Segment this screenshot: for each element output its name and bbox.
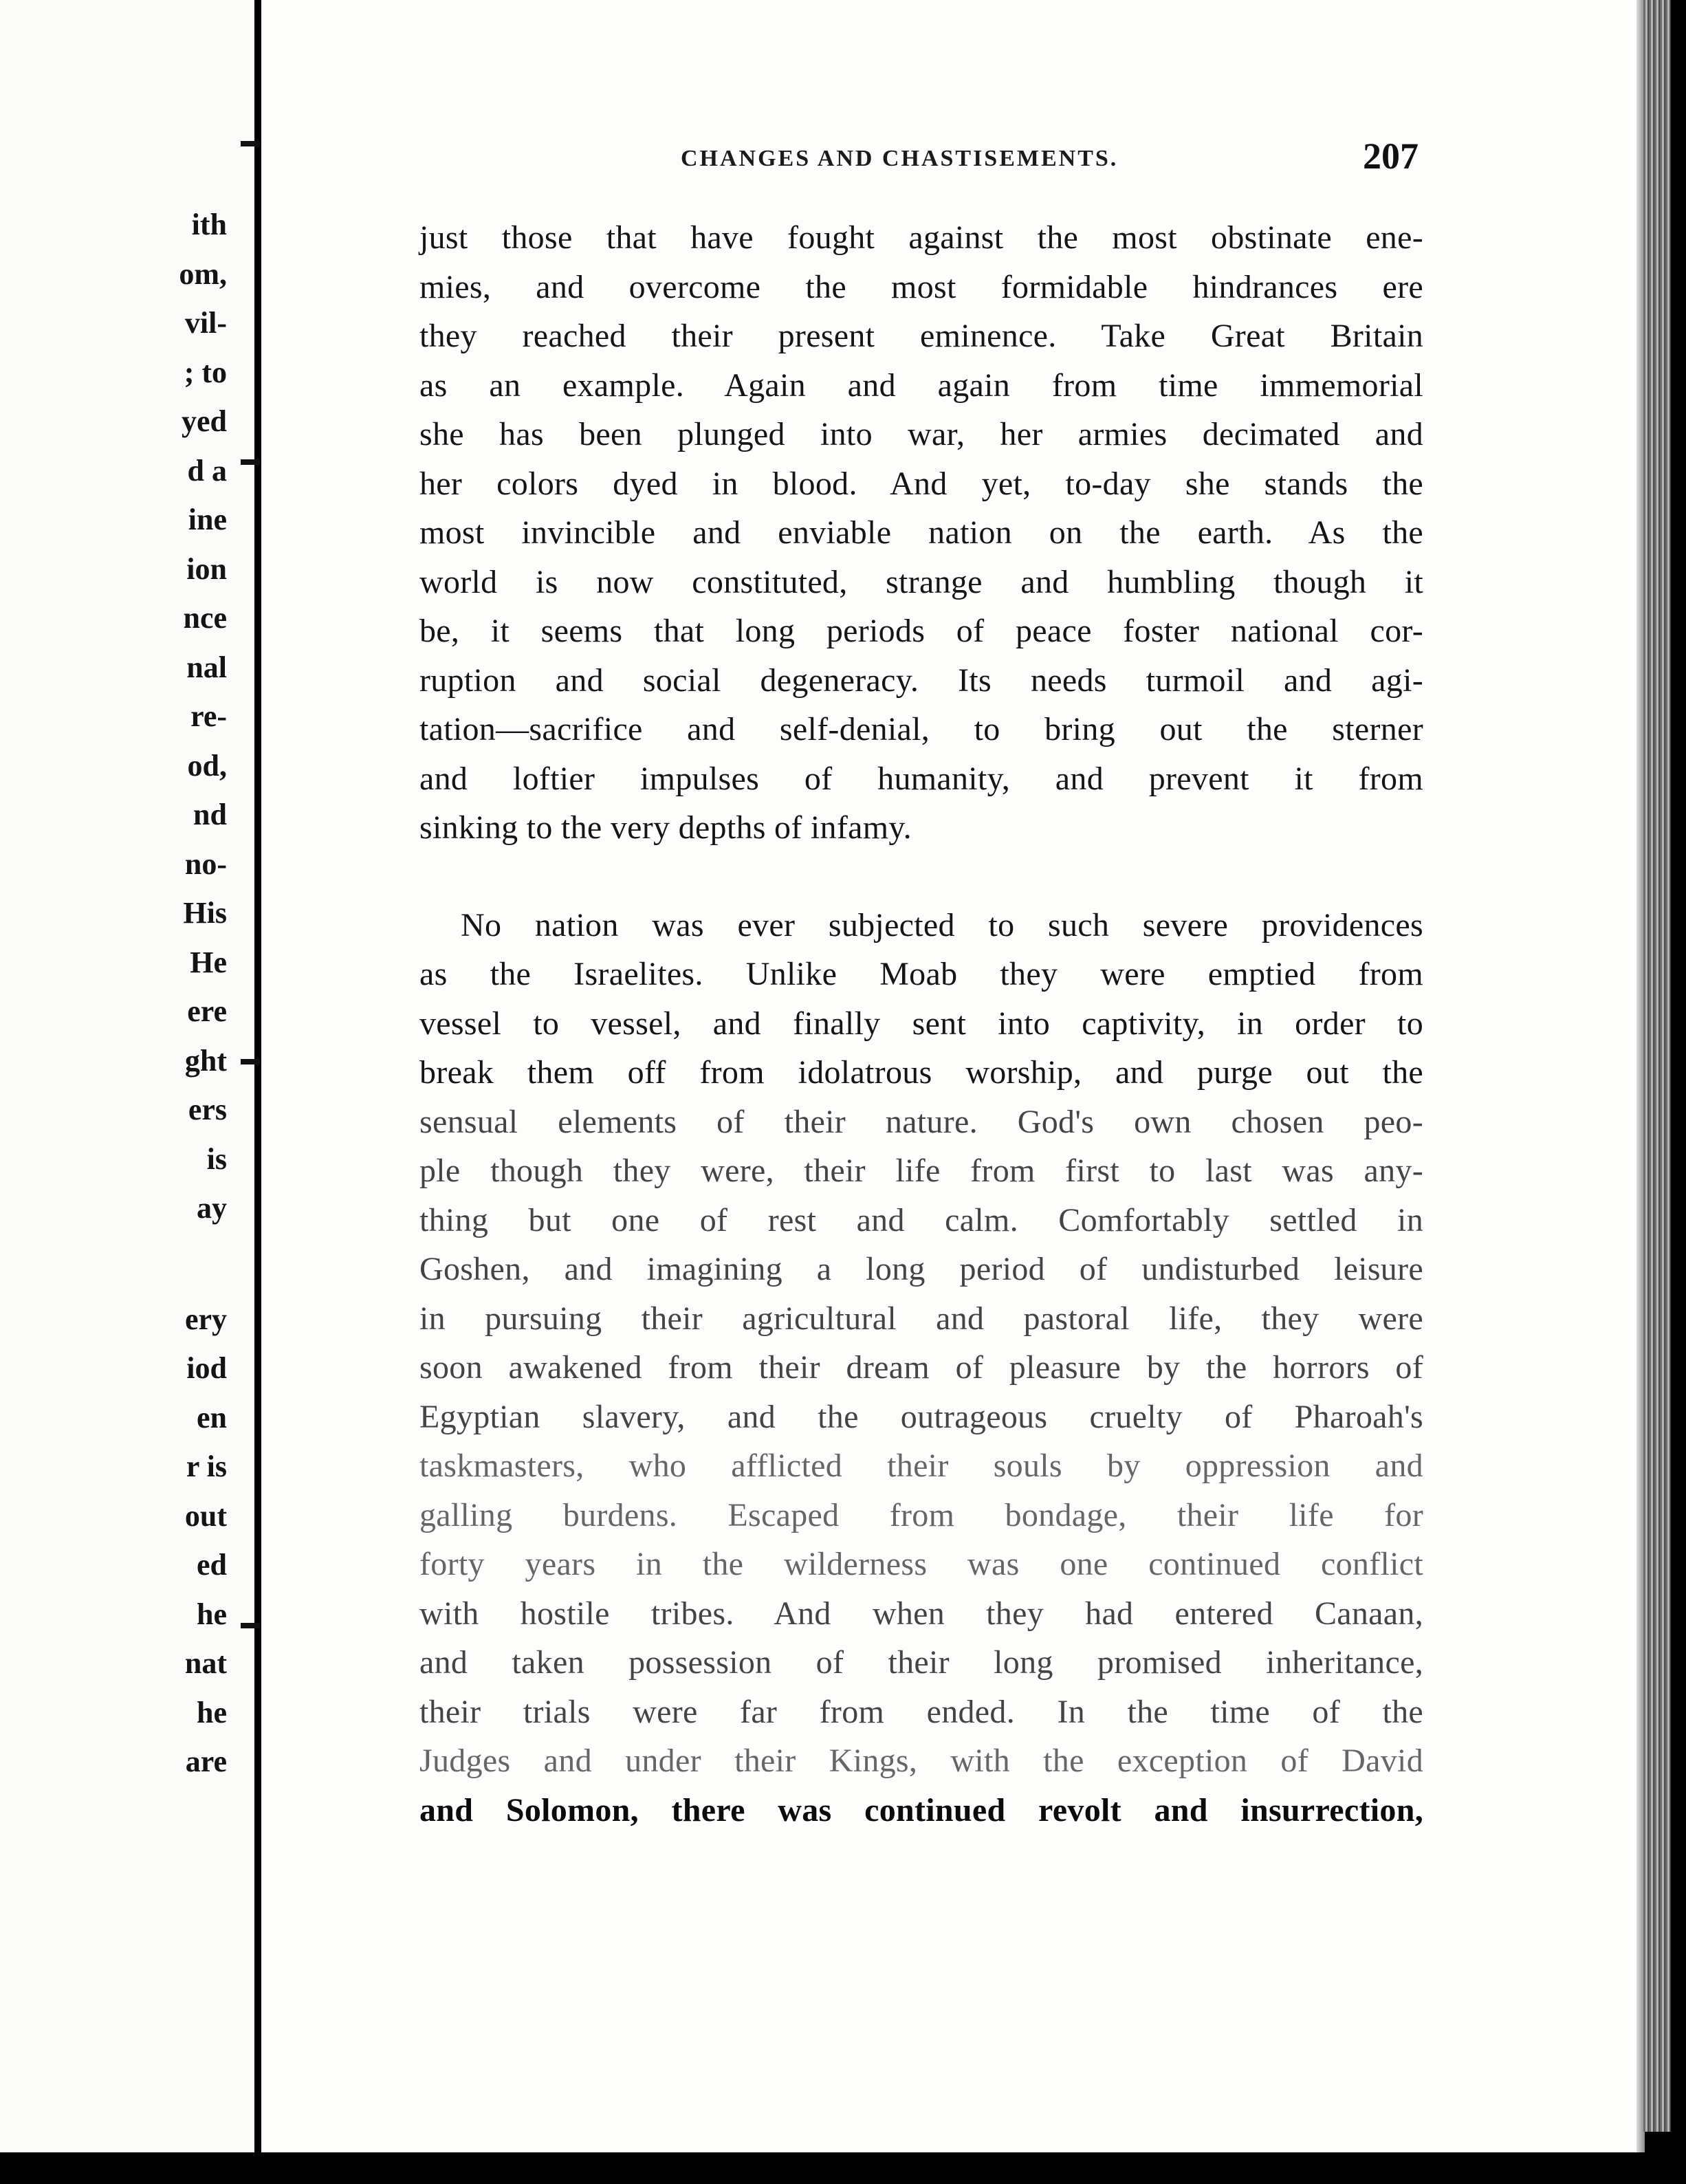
facing-page-fragment: r is [186, 1450, 227, 1483]
text-line: soon awakened from their dream of pleasure by the horrors of [419, 1349, 1423, 1386]
text-line: Judges and under their Kings, with the exception of David [419, 1743, 1423, 1779]
facing-page-fragment: ery [184, 1302, 227, 1336]
facing-page-fragment: nd [193, 798, 227, 831]
facing-page-fragment: ght [184, 1043, 227, 1078]
scan-border [0, 2152, 1686, 2184]
text-line: they reached their present eminence. Take Great Britain [419, 318, 1423, 354]
facing-page-fragment: en [197, 1400, 227, 1434]
facing-page-fragment: ion [186, 552, 227, 586]
paragraph-break [419, 853, 1423, 901]
text-line: mies, and overcome the most formidable hindrances ere [419, 268, 1423, 305]
text-line: in pursuing their agricultural and pastoral life, they were [419, 1300, 1423, 1337]
facing-page-fragment: nat [184, 1646, 227, 1680]
text-line: Egyptian slavery, and the outrageous cruelty of Pharoah's [419, 1398, 1423, 1435]
facing-page-fragment: re- [190, 699, 227, 733]
binding-mark [241, 141, 260, 146]
paragraph-2 [419, 901, 1423, 1835]
body-text [419, 213, 1423, 1835]
facing-page-fragment: out [184, 1498, 227, 1533]
facing-page-fragment: od, [187, 748, 227, 783]
page-stack-edges [1643, 0, 1671, 2132]
facing-page-fragment: he [197, 1695, 227, 1729]
facing-page-fragment: nal [186, 650, 227, 684]
text-line: No nation was ever subjected to such severe providences [461, 906, 1423, 943]
facing-page-fragment: d a [187, 453, 227, 488]
text-line: thing but one of rest and calm. Comfortably settled in [419, 1201, 1423, 1238]
page-number: 207 [1363, 135, 1419, 177]
text-line: as the Israelites. Unlike Moab they were emptied from [419, 956, 1423, 992]
text-line: world is now constituted, strange and humbling though it [419, 563, 1423, 600]
text-line: break them off from idolatrous worship, and purge out the [419, 1054, 1423, 1091]
text-line: with hostile tribes. And when they had entered Canaan, [419, 1595, 1423, 1632]
facing-page-fragment: om, [179, 256, 227, 291]
facing-page-fragment: His [183, 896, 227, 930]
facing-page-fragment: vil- [184, 306, 227, 340]
text-line: be, it seems that long periods of peace foster national cor- [419, 613, 1423, 649]
facing-page-fragment: no- [184, 847, 227, 881]
facing-page-fragment: is [206, 1142, 227, 1176]
binding-mark [241, 1623, 260, 1628]
binding-mark [241, 1059, 260, 1064]
facing-page [0, 0, 254, 2152]
text-line: and loftier impulses of humanity, and prevent it from [419, 760, 1423, 797]
facing-page-fragment: ers [188, 1093, 227, 1126]
facing-page-fragment: ine [188, 503, 227, 536]
text-line: most invincible and enviable nation on the earth. As the [419, 514, 1423, 551]
text-line: she has been plunged into war, her armies decimated and [419, 416, 1423, 452]
text-line: forty years in the wilderness was one continued conflict [419, 1546, 1423, 1582]
text-line: as an example. Again and again from time immemorial [419, 367, 1423, 404]
facing-page-fragment: He [190, 945, 227, 979]
text-line: and Solomon, there was continued revolt and insurrection, [419, 1791, 1423, 1828]
facing-page-fragment: ere [187, 994, 227, 1028]
text-line: and taken possession of their long promised inheritance, [419, 1644, 1423, 1681]
text-line: tation—sacrifice and self-denial, to bring out the sterner [419, 711, 1423, 747]
facing-page-fragment: ed [197, 1548, 227, 1582]
facing-page-fragment: ith [191, 208, 227, 241]
text-line: galling burdens. Escaped from bondage, their life for [419, 1496, 1423, 1533]
text-line: sensual elements of their nature. God's own chosen peo- [419, 1103, 1423, 1140]
facing-page-fragment: ay [197, 1191, 227, 1225]
facing-page-fragment: nce [183, 601, 227, 635]
text-line: ple though they were, their life from first to last was any- [419, 1153, 1423, 1189]
facing-page-fragment: iod [186, 1351, 227, 1385]
text-line: taskmasters, who afflicted their souls by oppression and [419, 1448, 1423, 1484]
binding-mark [241, 459, 260, 465]
paragraph-1 [419, 213, 1423, 853]
text-line: just those that have fought against the most obstinate ene- [419, 219, 1423, 256]
text-line: Goshen, and imagining a long period of undisturbed leisure [419, 1251, 1423, 1287]
facing-page-fragment: he [197, 1597, 227, 1631]
text-line: their trials were far from ended. In the time of the [419, 1693, 1423, 1730]
text-line: sinking to the very depths of infamy. [419, 809, 912, 846]
text-line: her colors dyed in blood. And yet, to-day she stands the [419, 465, 1423, 502]
text-line: vessel to vessel, and finally sent into captivity, in order to [419, 1005, 1423, 1042]
text-line: ruption and social degeneracy. Its needs turmoil and agi- [419, 662, 1423, 699]
facing-page-fragment: are [185, 1745, 227, 1778]
facing-page-fragment: ; to [184, 355, 227, 389]
facing-page-fragment: yed [182, 404, 227, 438]
running-head: CHANGES AND CHASTISEMENTS. [681, 146, 1119, 171]
